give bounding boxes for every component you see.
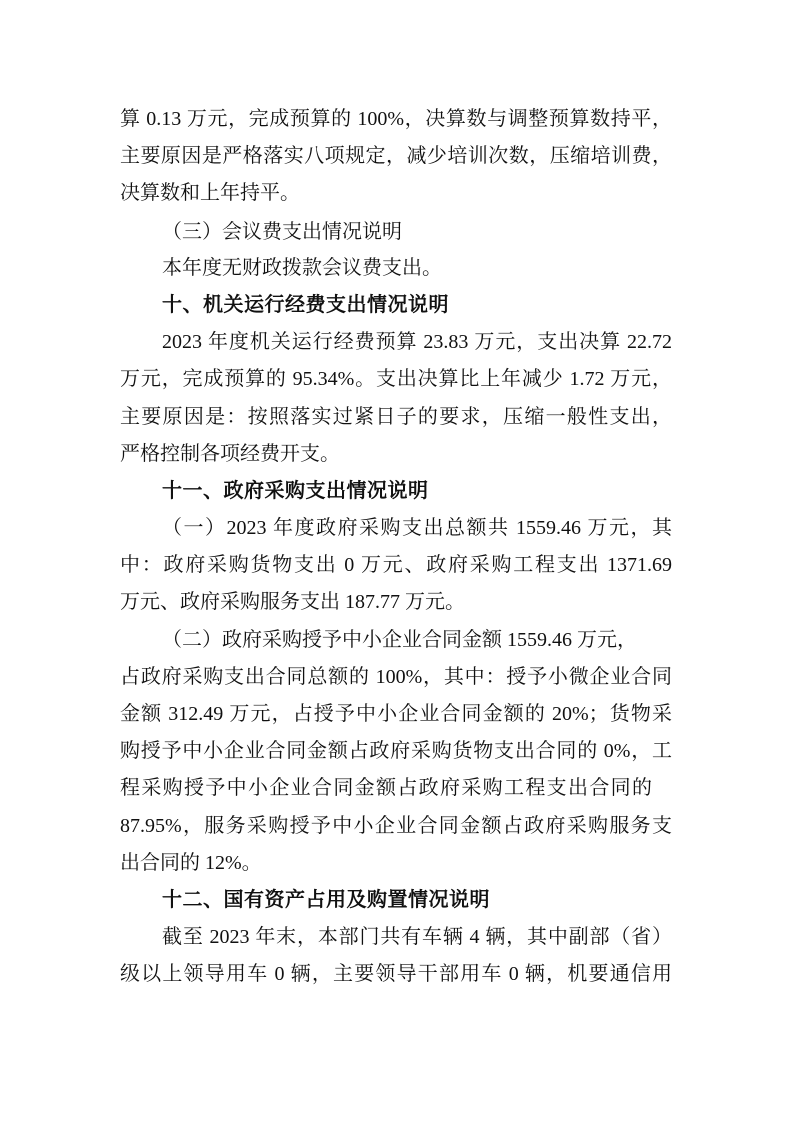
paragraph-line: 级以上领导用车 0 辆，主要领导干部用车 0 辆，机要通信用 [120, 963, 672, 986]
paragraph-line: （一）2023 年度政府采购支出总额共 1559.46 万元，其 [162, 517, 672, 540]
paragraph-line: 主要原因是严格落实八项规定，减少培训次数，压缩培训费， [120, 145, 672, 168]
paragraph-line: （二）政府采购授予中小企业合同金额 1559.46 万元， [162, 628, 637, 651]
paragraph-line: 程采购授予中小企业合同金额占政府采购工程支出合同的 [120, 777, 652, 800]
paragraph-line: 主要原因是：按照落实过紧日子的要求，压缩一般性支出， [120, 405, 672, 428]
section-heading: 十二、国有资产占用及购置情况说明 [162, 888, 490, 911]
paragraph-line: 万元、政府采购服务支出 187.77 万元。 [120, 591, 465, 614]
paragraph-line: 截至 2023 年末，本部门共有车辆 4 辆，其中副部（省） [162, 926, 672, 949]
paragraph-line: 出合同的 12%。 [120, 851, 262, 874]
paragraph-line: 算 0.13 万元，完成预算的 100%，决算数与调整预算数持平， [120, 108, 672, 130]
paragraph-line: 决算数和上年持平。 [120, 182, 300, 205]
subsection-heading: （三）会议费支出情况说明 [162, 218, 402, 243]
document-body [0, 101, 792, 994]
paragraph-line: 金额 312.49 万元，占授予中小企业合同金额的 20%；货物采 [120, 703, 672, 725]
paragraph-line: 2023 年度机关运行经费预算 23.83 万元，支出决算 22.72 [162, 331, 672, 354]
section-heading: 十、机关运行经费支出情况说明 [162, 293, 449, 316]
paragraph-line: 购授予中小企业合同金额占政府采购货物支出合同的 0%，工 [120, 740, 672, 763]
paragraph-line: 本年度无财政拨款会议费支出。 [162, 256, 442, 279]
paragraph-line: 严格控制各项经费开支。 [120, 442, 340, 465]
paragraph-line: 占政府采购支出合同总额的 100%，其中：授予小微企业合同 [120, 665, 672, 688]
paragraph-line: 万元，完成预算的 95.34%。支出决算比上年减少 1.72 万元， [120, 368, 672, 391]
paragraph-line: 中：政府采购货物支出 0 万元、政府采购工程支出 1371.69 [120, 554, 672, 577]
section-heading: 十一、政府采购支出情况说明 [162, 479, 429, 502]
paragraph-line: 87.95%，服务采购授予中小企业合同金额占政府采购服务支 [120, 814, 672, 837]
